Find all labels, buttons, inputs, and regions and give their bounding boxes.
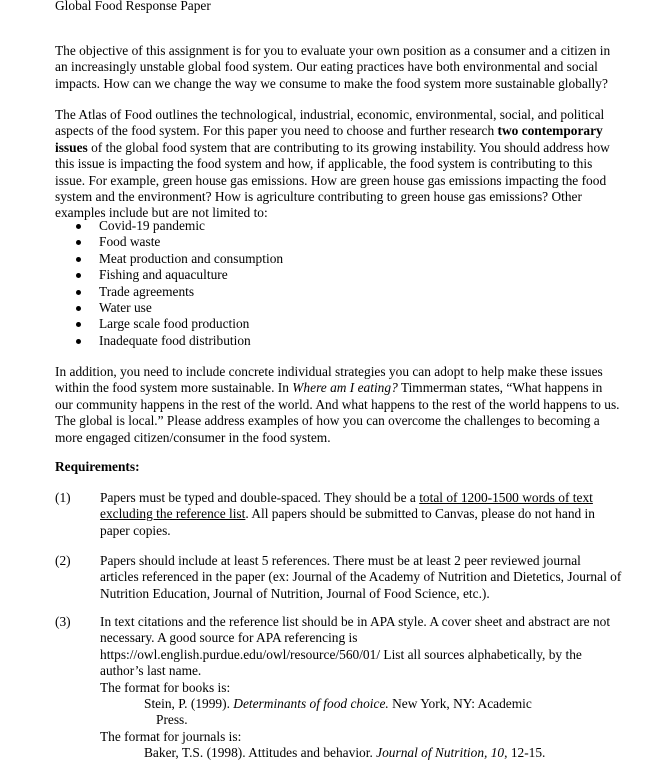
document-title: Global Food Response Paper	[55, 0, 211, 13]
list-item-text: Large scale food production	[99, 316, 250, 332]
journal-citation-example	[100, 745, 645, 761]
addition-text: Timmerman states, “What happens in	[397, 380, 603, 396]
citation-journal-title: Journal of Nutrition, 10	[376, 745, 505, 761]
journals-format-label: The format for journals is:	[100, 728, 242, 744]
requirement-line	[100, 506, 645, 522]
atlas-line: The Atlas of Food outlines the technological, industrial, economic, environmental, social, and political	[55, 107, 605, 122]
intro-paragraph	[55, 43, 645, 92]
reference-list-underlined: excluding the reference list	[100, 506, 246, 522]
citation-text: , 12-15.	[504, 745, 546, 761]
citation-text: New York, NY: Academic	[388, 695, 532, 711]
list-item	[76, 251, 283, 267]
requirement-line: paper copies.	[100, 522, 171, 538]
bullet-icon	[76, 322, 81, 327]
atlas-line: this issue is impacting the food system and how, if applicable, the food system is contributing to this	[55, 156, 593, 172]
requirement-line: author’s last name.	[100, 663, 202, 679]
list-item-text: Covid-19 pandemic	[99, 218, 205, 233]
list-item	[76, 284, 283, 300]
requirement-2	[100, 553, 645, 602]
bullet-icon	[76, 339, 81, 344]
addition-line: our community happens in the rest of the world. And what happens to the rest of the world happens to us.	[55, 396, 620, 412]
list-item-text: Meat production and consumption	[99, 250, 284, 266]
book-title-where-am-i-eating: Where am I eating?	[292, 380, 398, 396]
list-item-text: Food waste	[99, 234, 161, 250]
requirement-line	[100, 647, 645, 663]
requirement-line: necessary. A good source for APA referencing is	[100, 630, 358, 646]
requirement-number: (2)	[55, 553, 71, 568]
bullet-icon	[76, 240, 81, 245]
bullet-icon	[76, 290, 81, 295]
list-item	[76, 234, 283, 250]
addition-line	[55, 380, 645, 396]
requirement-line: In text citations and the reference list should be in APA style. A cover sheet and abstract are not	[100, 614, 611, 629]
citation-book-title: Determinants of food choice.	[233, 695, 389, 711]
requirement-number: (3)	[55, 614, 71, 629]
word-count-underlined: total of 1200-1500 words of text	[419, 490, 593, 505]
requirement-line: Papers should include at least 5 references. There must be at least 2 peer reviewed journal	[100, 553, 581, 568]
intro-line: an increasingly unstable global food system. Our eating practices have both environmental and social	[55, 59, 598, 75]
citation-text: Stein, P. (1999).	[144, 695, 234, 711]
list-item-text: Fishing and aquaculture	[99, 267, 228, 283]
atlas-line: issue. For example, green house gas emissions. How are green house gas emissions impacting the food	[55, 172, 607, 188]
list-item	[76, 267, 283, 283]
list-item-text: Trade agreements	[99, 283, 195, 299]
book-citation-example	[100, 696, 645, 712]
requirement-line: Nutrition Education, Journal of Nutrition, Journal of Food Science, etc.).	[100, 585, 490, 601]
apa-source-url[interactable]: https://owl.english.purdue.edu/owl/resource/560/01/	[100, 646, 381, 662]
books-format-label: The format for books is:	[100, 679, 231, 695]
requirement-text: . All papers should be submitted to Canvas, please do not hand in	[245, 506, 595, 522]
addition-line: The global is local.” Please address examples of how you can overcome the challenges to becoming a	[55, 413, 600, 429]
requirement-number: (1)	[55, 490, 71, 505]
atlas-line	[55, 123, 645, 139]
emphasis-two-contemporary: two contemporary	[497, 123, 603, 139]
atlas-paragraph	[55, 107, 645, 222]
atlas-line	[55, 140, 645, 156]
requirement-text: List all sources alphabetically, by the	[380, 646, 582, 662]
addition-text: within the food system more sustainable. In	[55, 380, 293, 396]
book-citation-continuation: Press.	[156, 712, 188, 728]
intro-line: impacts. How can we change the way we consume to make the food system more sustainable globally?	[55, 75, 608, 91]
requirement-line: articles referenced in the paper (ex: Journal of the Academy of Nutrition and Dietetics, Journal of	[100, 569, 622, 585]
requirement-line	[100, 490, 645, 506]
bullet-icon	[76, 306, 81, 311]
list-item	[76, 218, 283, 234]
examples-list	[76, 218, 283, 349]
requirement-1	[100, 490, 645, 539]
bullet-icon	[76, 273, 81, 278]
requirement-text: Papers must be typed and double-spaced. They should be a	[100, 490, 420, 505]
list-item-text: Inadequate food distribution	[99, 332, 251, 348]
citation-text: Baker, T.S. (1998). Attitudes and behavior.	[144, 745, 377, 761]
list-item	[76, 333, 283, 349]
requirements-heading: Requirements:	[55, 459, 140, 474]
addition-line: In addition, you need to include concrete individual strategies you can adopt to help make these issues	[55, 364, 603, 379]
list-item	[76, 300, 283, 316]
bullet-icon	[76, 257, 81, 262]
intro-line: The objective of this assignment is for you to evaluate your own position as a consumer and a citizen in	[55, 43, 611, 58]
atlas-text: aspects of the food system. For this paper you need to choose and further research	[55, 123, 498, 139]
atlas-text: of the global food system that are contributing to its growing instability. You should address how	[87, 139, 610, 155]
atlas-line: examples include but are not limited to:	[55, 205, 268, 221]
atlas-line: system and the environment? How is agriculture contributing to green house gas emissions? Other	[55, 188, 582, 204]
addition-line: more engaged citizen/consumer in the food system.	[55, 429, 331, 445]
bullet-icon	[76, 224, 81, 229]
list-item-text: Water use	[99, 299, 152, 315]
requirement-3	[100, 614, 645, 762]
emphasis-issues: issues	[55, 139, 88, 155]
list-item	[76, 316, 283, 332]
addition-paragraph	[55, 364, 645, 446]
